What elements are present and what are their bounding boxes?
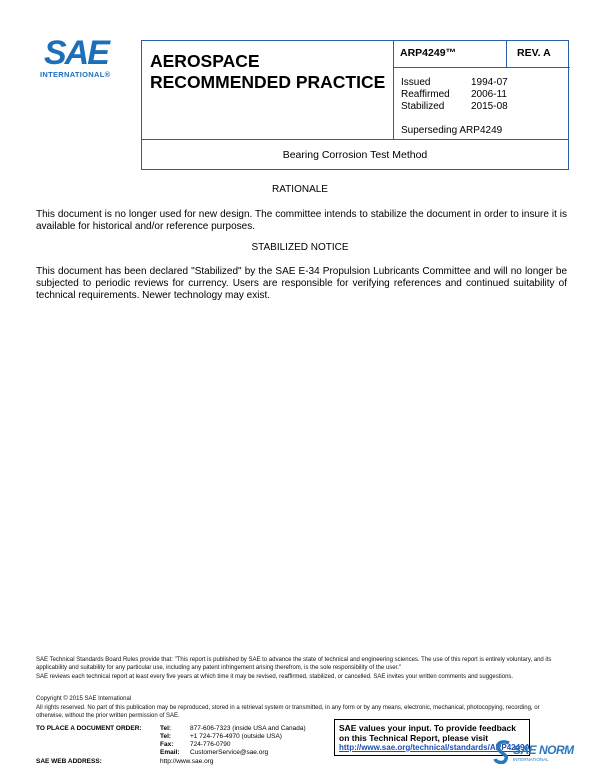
- web-address-link[interactable]: http://www.sae.org: [160, 758, 214, 765]
- stabilized-heading: STABILIZED NOTICE: [251, 242, 349, 253]
- date-label: Stabilized: [401, 101, 445, 112]
- rationale-text: This document is no longer used for new design. The committee intends to stabilize the document in order to insure it is available for historical and/or reference purposes.: [36, 209, 567, 232]
- document-number: ARP4249™: [400, 47, 457, 59]
- document-type: [150, 51, 385, 93]
- order-email[interactable]: CustomerService@sae.org: [190, 749, 269, 756]
- order-value: 724-776-0790: [190, 741, 231, 748]
- document-type-line2: RECOMMENDED PRACTICE: [150, 72, 386, 92]
- logo-subtitle: INTERNATIONAL®: [40, 70, 111, 79]
- date-label: Reaffirmed: [401, 89, 450, 100]
- footer-copyright: Copyright © 2015 SAE International: [36, 696, 132, 702]
- order-key: Fax:: [160, 741, 174, 748]
- date-row-issued: [401, 77, 508, 89]
- date-label: Issued: [401, 77, 431, 88]
- date-row-stabilized: [401, 101, 508, 113]
- order-row: [160, 733, 306, 741]
- header-box: [141, 40, 569, 140]
- header-info-column: [393, 41, 570, 139]
- watermark-text: SAE NORM: [513, 743, 574, 757]
- feedback-line2: on this Technical Report, please visit: [339, 733, 489, 743]
- revision-label: REV. A: [506, 41, 570, 67]
- order-row: [160, 725, 306, 733]
- order-key: Tel:: [160, 725, 172, 732]
- order-value: +1 724-776-4970 (outside USA): [190, 733, 282, 740]
- logo-letters: SAE: [44, 34, 108, 72]
- web-address-label: SAE WEB ADDRESS:: [36, 758, 102, 765]
- document-type-line1: AEROSPACE: [150, 51, 260, 71]
- order-row: [160, 749, 306, 757]
- stabilized-text: This document has been declared "Stabilized" by the SAE E-34 Propulsion Lubricants Committee and will no longer be subjected to periodic reviews for currency. Users are responsible for verifying references and continued suitability of technical requirements. Newer technology may exist.: [36, 266, 567, 301]
- order-key: Email:: [160, 749, 180, 756]
- order-key: Tel:: [160, 733, 172, 740]
- date-value: 2015-08: [471, 101, 508, 112]
- order-label: TO PLACE A DOCUMENT ORDER:: [36, 725, 142, 732]
- watermark-logo-icon: [493, 740, 513, 764]
- date-row-reaffirmed: [401, 89, 508, 101]
- document-title: Bearing Corrosion Test Method: [141, 140, 569, 170]
- date-list: [401, 77, 508, 113]
- order-value: 877-606-7323 (inside USA and Canada): [190, 725, 306, 732]
- footer-rules-text: SAE Technical Standards Board Rules provide that: "This report is published by SAE to advance the state of technical and engineering sciences. The use of this report is entirely voluntary, and its applicability and suitability for any particular use, including any patent infringement arising therefrom, is the sole responsibility of the user.": [36, 657, 552, 671]
- order-row: [160, 741, 306, 749]
- superseding-note: Superseding ARP4249: [401, 125, 503, 136]
- order-contacts: [160, 725, 306, 757]
- watermark-subtext: INTERNATIONAL: [513, 757, 549, 762]
- footer-rights-text: All rights reserved. No part of this publication may be reproduced, stored in a retrieval system or transmitted, in any form or by any means, electronic, mechanical, photocopying, recording, or otherwise, without the prior written permission of SAE.: [36, 705, 540, 719]
- rationale-heading: RATIONALE: [272, 184, 328, 195]
- header-doc-row: [394, 41, 570, 68]
- sae-logo: [40, 36, 122, 80]
- feedback-line1: SAE values your input. To provide feedback: [339, 723, 516, 733]
- feedback-link[interactable]: http://www.sae.org/technical/standards/ARP4249A: [339, 743, 531, 752]
- footer-review-text: SAE reviews each technical report at least every five years at which time it may be revised, reaffirmed, stabilized, or cancelled. SAE invites your written comments and suggestions.: [36, 674, 514, 680]
- date-value: 1994-07: [471, 77, 508, 88]
- date-value: 2006-11: [471, 89, 507, 100]
- watermark: [493, 740, 579, 766]
